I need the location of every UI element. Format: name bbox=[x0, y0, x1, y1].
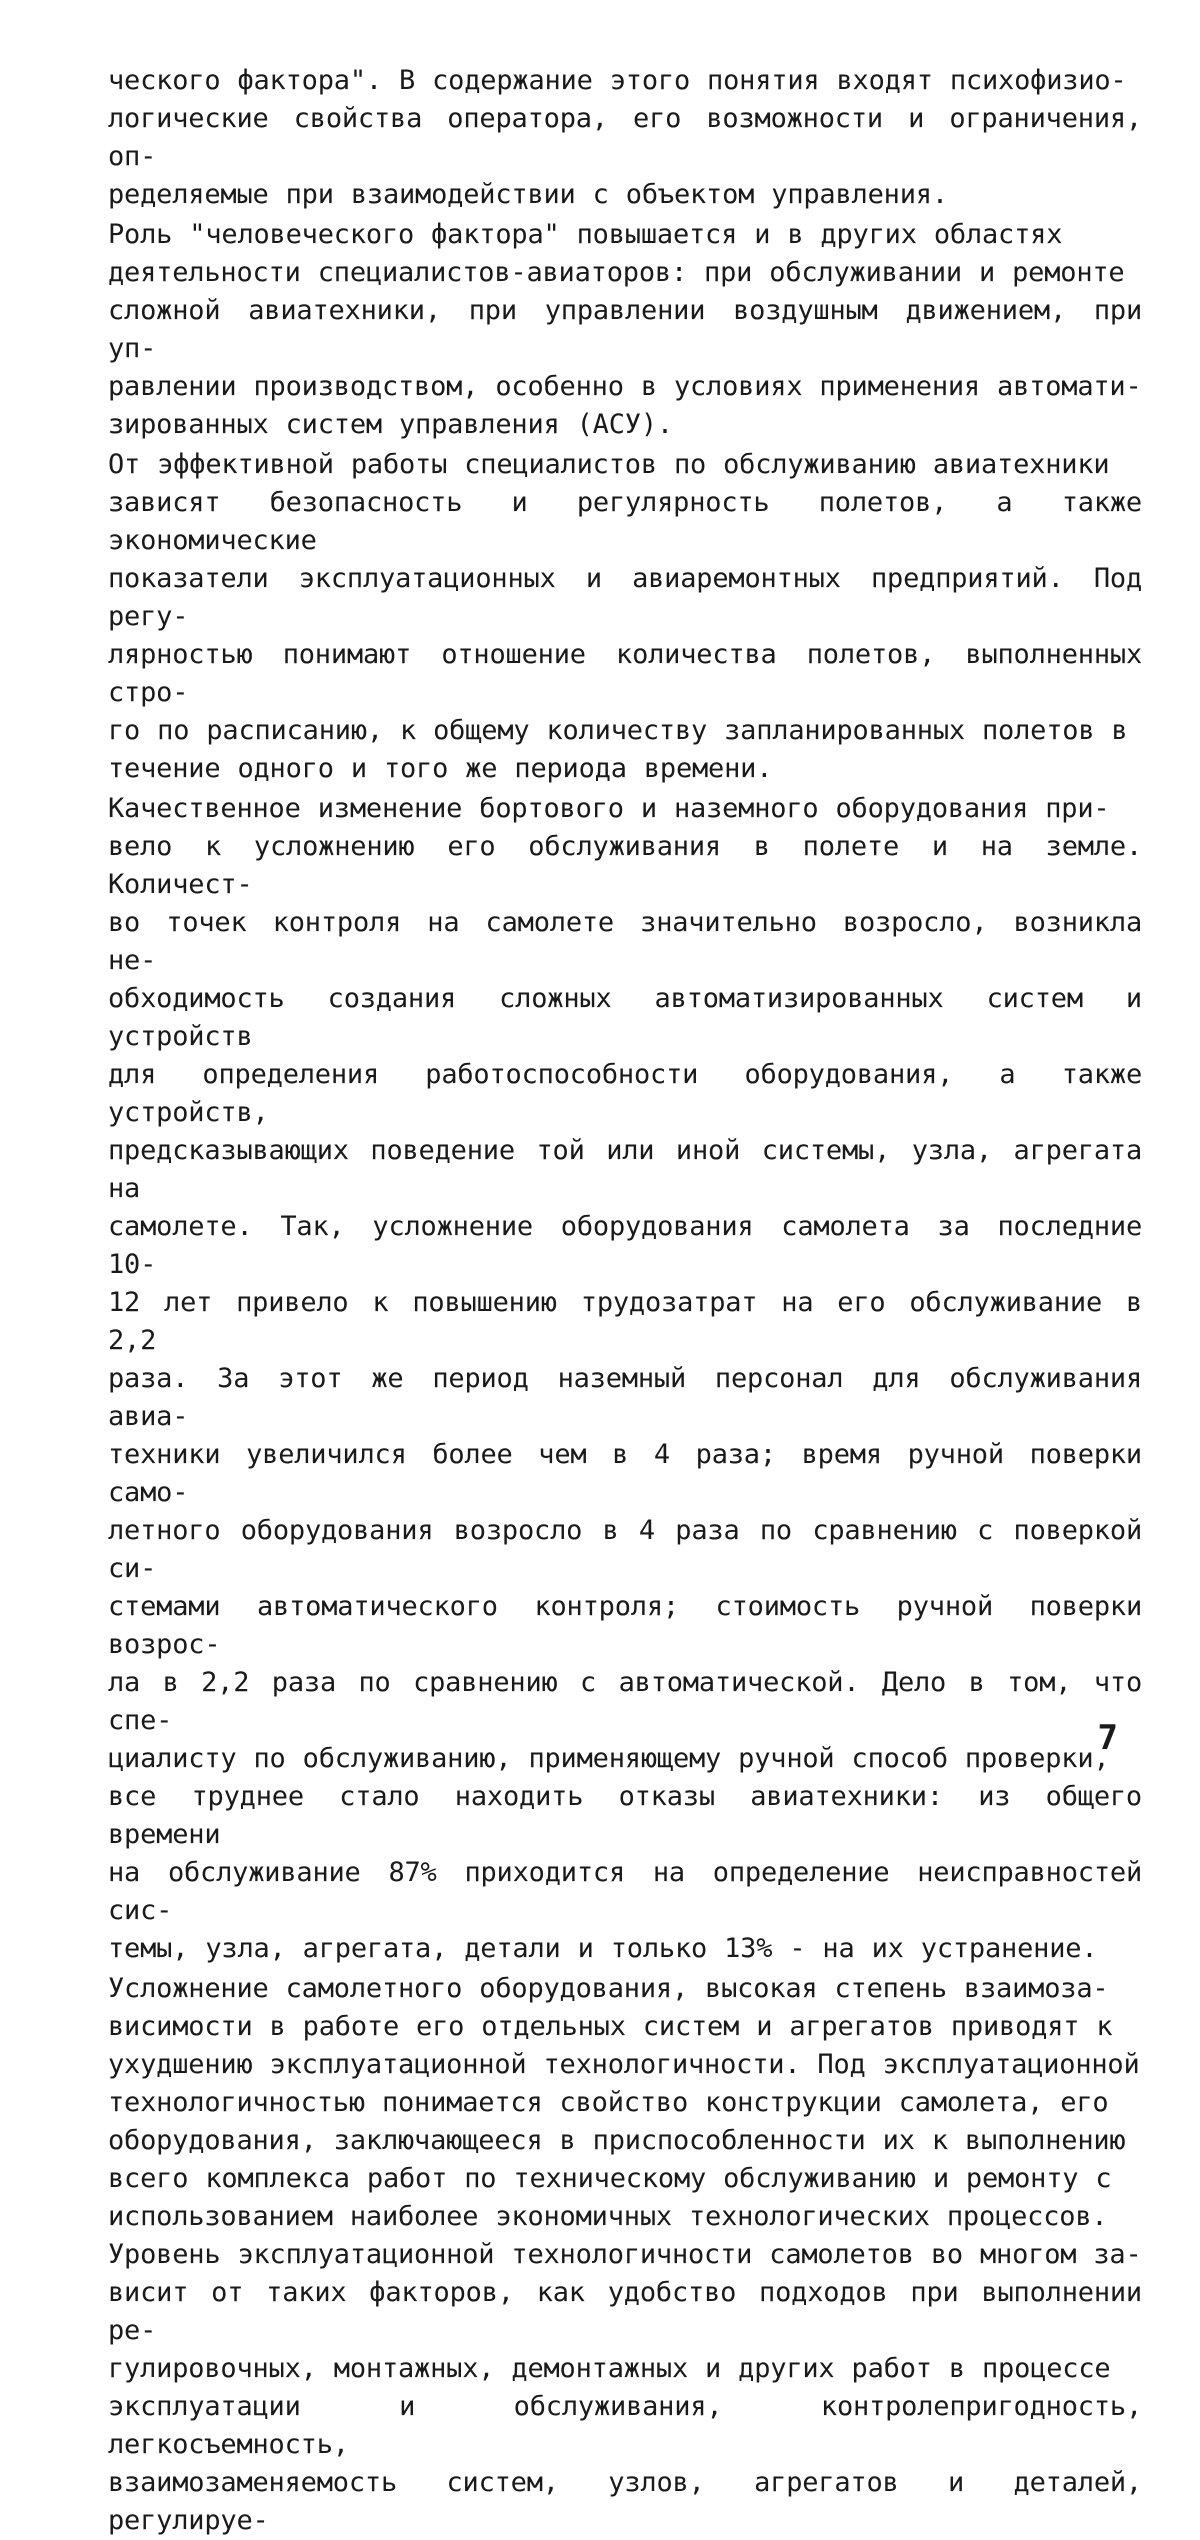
paragraph-5: Усложнение самолетного оборудования, высокая степень взаимоза- висимости в работе его отдельных систем и агрегатов приводят к ухудшению эксплуатационной технологичности. Под эксплуатационной технологичностью понимается свойство конструкции самолета, его оборудования, заключающееся в приспособленности их к выполнению всего комплекса работ по техническому обслуживанию и ремонту с использованием наиболее экономичных технологических процессов. Уровень эксплуатационной технологичности самолетов во многом за- висит от таких факторов, как удобство подходов при выполнении ре- гулировочных, монтажных, демонтажных и других работ в процессе эксплуатации и обслуживания, контролепригодность, легкосъемность, взаимозаменяемость систем, узлов, агрегатов и деталей, регулируе- bbox=[108, 1973, 1142, 2536]
paragraph-1: ческого фактора". В содержание этого понятия входят психофизио- логические свойства оператора, его возможности и ограничения, оп- ределяемые при взаимодействии с объектом управления. bbox=[108, 65, 1142, 210]
paragraph-3: От эффективной работы специалистов по обслуживанию авиатехники зависят безопасность и регулярность полетов, а также экономические показатели эксплуатационных и авиаремонтных предприятий. Под регу- лярностью понимают отношение количества полетов, выполненных стро- го по расписанию, к общему количеству запланированных полетов в течение одного и того же периода времени. bbox=[108, 449, 1142, 784]
paragraph-2: Роль "человеческого фактора" повышается и в других областях деятельности специалистов-авиаторов: при обслуживании и ремонте сложной авиатехники, при управлении воздушным движением, при уп- равлении производством, особенно в условиях применения автомати- зированных систем управления (АСУ). bbox=[108, 219, 1142, 440]
page-number: 7 bbox=[1097, 1718, 1118, 1758]
paragraph-4: Качественное изменение бортового и наземного оборудования при- вело к усложнению его обслуживания в полете и на земле. Количест- во точек контроля на самолете значительно возросло, возникла не- обходимость создания сложных автоматизированных систем и устройств для определения работоспособности оборудования, а также устройств, предсказывающих поведение той или иной системы, узла, агрегата на самолете. Так, усложнение оборудования самолета за последние 10- 12 лет привело к повышению трудозатрат на его обслуживание в 2,2 раза. За этот же период наземный персонал для обслуживания авиа- техники увеличился более чем в 4 раза; время ручной поверки само- летного оборудования возросло в 4 раза по сравнению с поверкой си- стемами автоматического контроля; стоимость ручной поверки возрос- ла в 2,2 раза по сравнению с автоматической. Дело в том, что спе- циалисту по обслуживанию, применяющему ручной способ проверки, все труднее стало находить отказы авиатехники: из общего времени на обслуживание 87% приходится на определение неисправностей сис- темы, узла, агрегата, детали и только 13% - на их устранение. bbox=[108, 793, 1142, 1964]
